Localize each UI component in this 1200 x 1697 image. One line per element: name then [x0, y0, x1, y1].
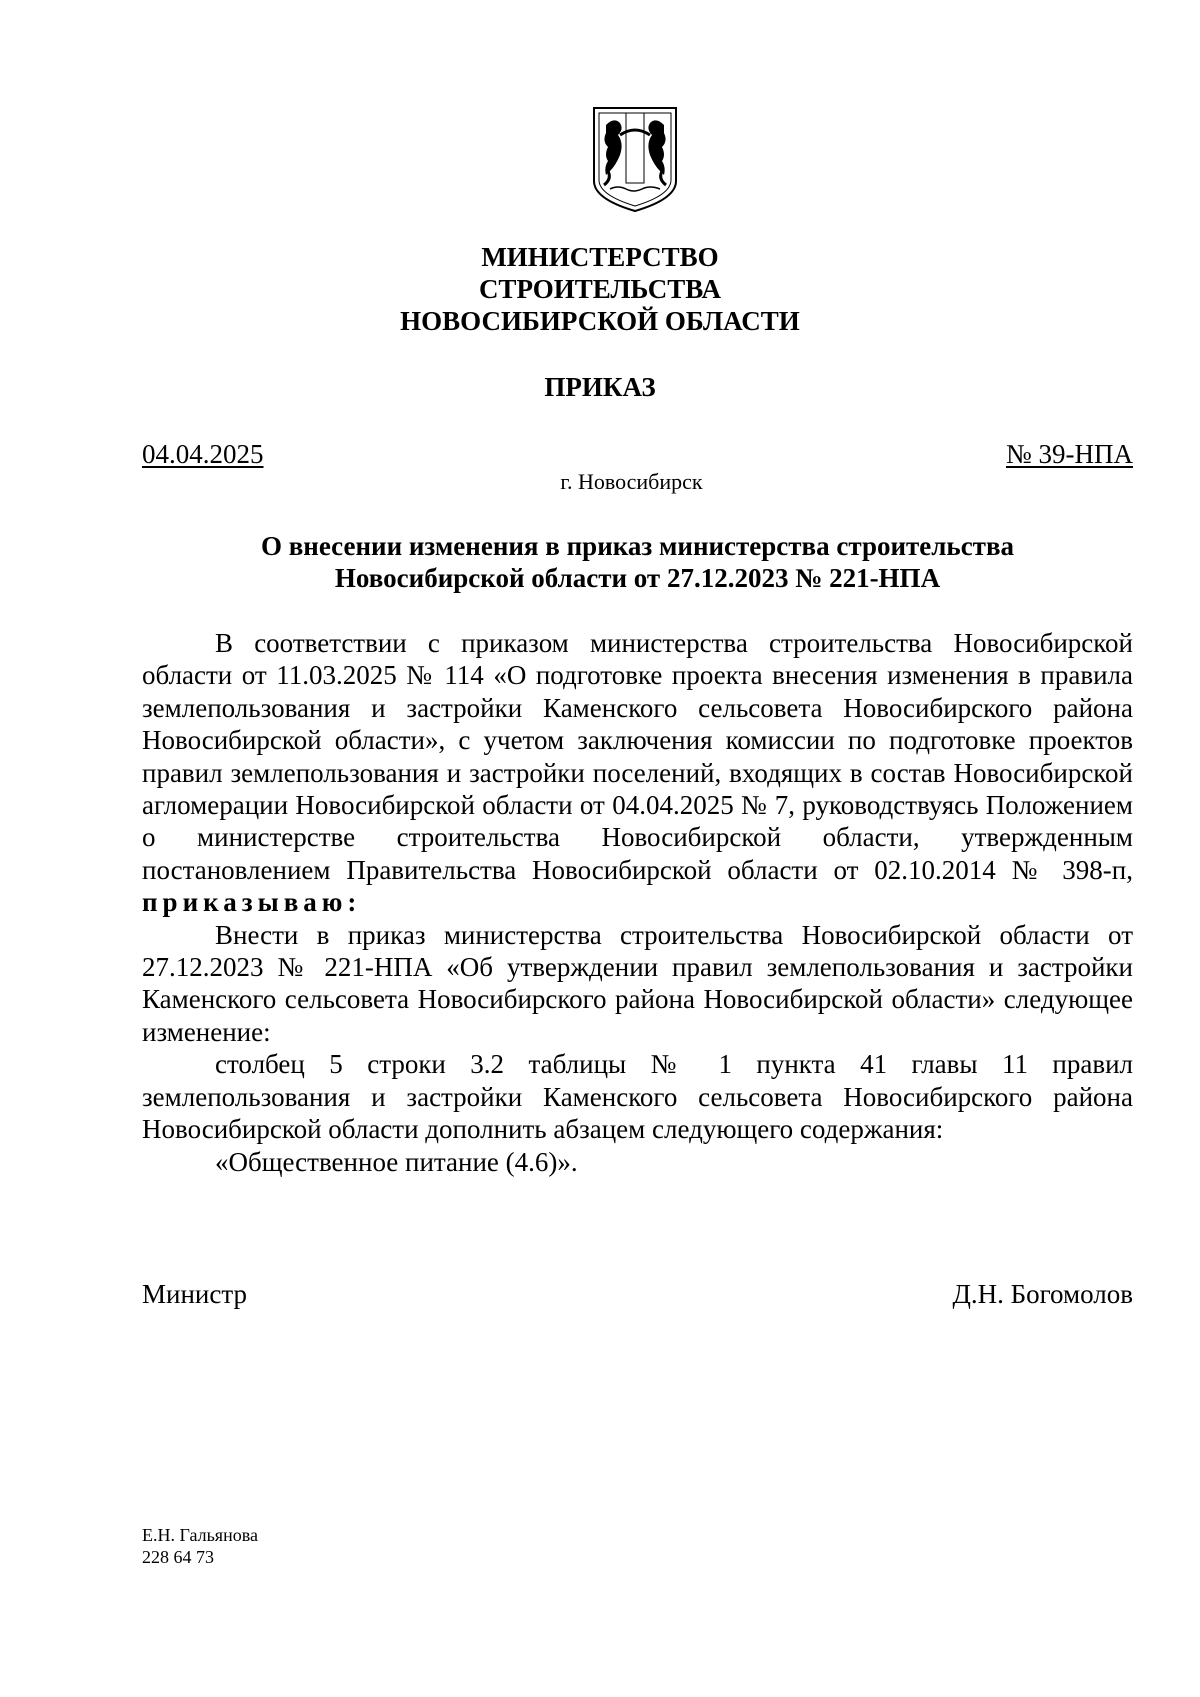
- document-city: г. Новосибирск: [560, 469, 703, 494]
- document-date: 04.04.2025: [142, 439, 264, 469]
- org-name-line-2: СТРОИТЕЛЬСТВА: [478, 274, 722, 304]
- body-paragraph-1-text: В соответствии с приказом министерства строительства Новосибирской области от 11.03.2025 № 114 «О подготовке проекта внесения изменения в правила землепользования и застройки Каменского сельсовета Новосибирского района Новосибирской области», с учетом заключения комиссии по подготовке проектов правил землепользования и застройки поселений, входящих в состав Новосибирской агломерации Новосибирской области от 04.04.2025 № 7, руководствуясь Положением о министерстве строительства Новосибирской области, утвержденным постановлением Правительства Новосибирской области от 02.10.2014 № 398-п,: [142, 628, 1133, 885]
- org-name-line-1: МИНИСТЕРСТВО: [481, 242, 719, 272]
- body-paragraph-1: [142, 627, 1133, 919]
- document-type: ПРИКАЗ: [544, 372, 656, 402]
- subject-line-1: О внесении изменения в приказ министерства строительства: [260, 531, 1015, 561]
- body-paragraph-4: «Общественное питание (4.6)».: [215, 1146, 578, 1177]
- signatory-role: Министр: [142, 1279, 247, 1309]
- body-paragraph-3: столбец 5 строки 3.2 таблицы № 1 пункта 41 главы 11 правил землепользования и застройки Каменского сельсовета Новосибирского района Новосибирской области дополнить абзацем следующего содержания:: [142, 1049, 1133, 1145]
- document-body: [142, 627, 1133, 1178]
- document-subject: [142, 530, 1133, 594]
- executor-phone: 228 64 73: [142, 1547, 214, 1567]
- novosibirsk-coat-of-arms-icon: [590, 105, 680, 213]
- signatory-name: Д.Н. Богомолов: [952, 1279, 1133, 1309]
- executor-info: [142, 1524, 258, 1568]
- order-word: приказываю:: [142, 887, 362, 918]
- executor-name: Е.Н. Гальянова: [142, 1525, 258, 1545]
- body-paragraph-2: Внести в приказ министерства строительства Новосибирской области от 27.12.2023 № 221-НПА «Об утверждении правил землепользования и застройки Каменского сельсовета Новосибирского района Новосибирской области» следующее изменение:: [142, 919, 1133, 1047]
- document-number: № 39-НПА: [1006, 439, 1133, 469]
- org-name-line-3: НОВОСИБИРСКОЙ ОБЛАСТИ: [400, 306, 800, 336]
- subject-line-2: Новосибирской области от 27.12.2023 № 221-НПА: [334, 563, 941, 593]
